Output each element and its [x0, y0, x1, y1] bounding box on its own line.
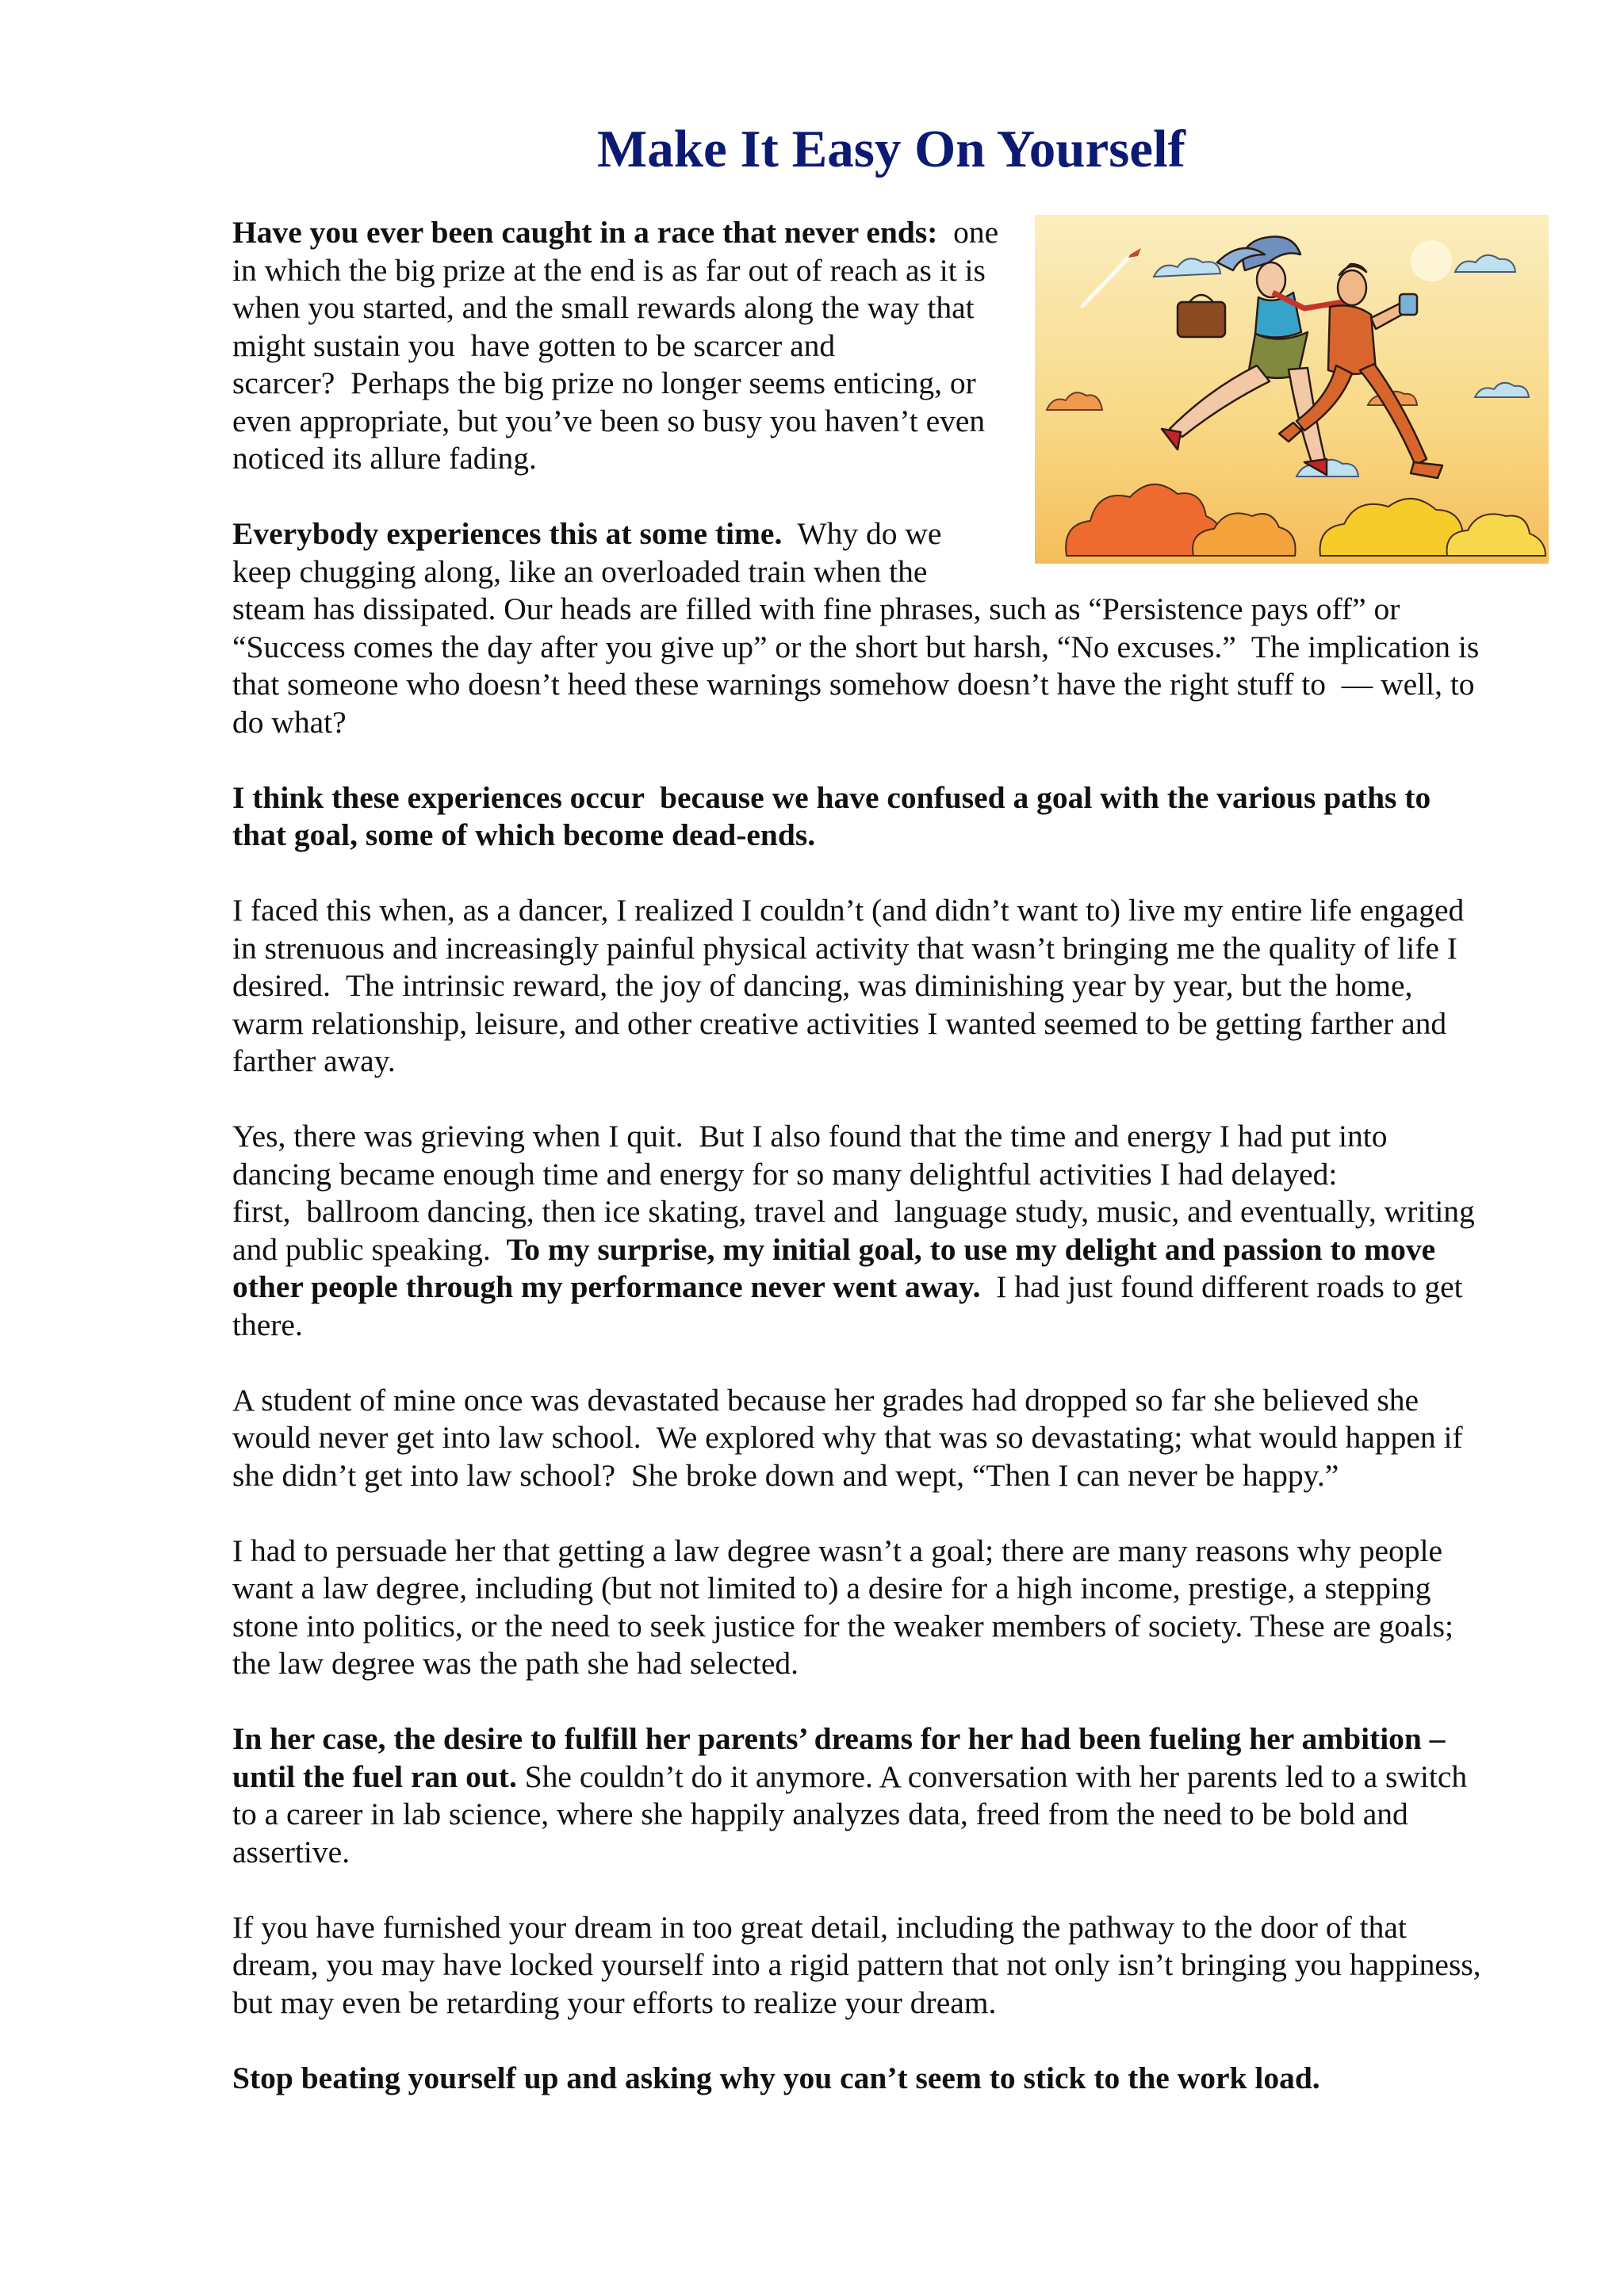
text-line [232, 1156, 1543, 1194]
text-line [232, 1720, 1543, 1758]
paragraph [232, 1909, 1543, 2022]
text-run: warm relationship, leisure, and other creative activities I wanted seemed to be getting farther and [232, 1005, 1447, 1041]
text-run: one [937, 215, 999, 250]
text-line [232, 629, 1543, 667]
bold-text-run: until the fuel ran out. [232, 1758, 517, 1794]
text-line [232, 779, 1543, 817]
text-line [232, 1193, 1543, 1231]
text-line [232, 1419, 1543, 1457]
text-run: A student of mine once was devastated because her grades had dropped so far she believed she [232, 1382, 1419, 1418]
text-run: when you started, and the small rewards along the way that [232, 290, 975, 325]
text-run: “Success comes the day after you give up” or the short but harsh, “No excuses.” The implication is [232, 629, 1480, 664]
text-line [232, 1457, 1543, 1495]
text-run: I had to persuade her that getting a law degree wasn’t a goal; there are many reasons why people [232, 1533, 1443, 1568]
paragraph [232, 2060, 1543, 2098]
text-run: farther away. [232, 1043, 396, 1078]
text-run: first, ballroom dancing, then ice skating, travel and language study, music, and eventually, writing [232, 1194, 1475, 1229]
text-line [232, 1307, 1543, 1345]
text-run: and public speaking. [232, 1231, 507, 1267]
bold-text-run: that goal, some of which become dead-ends. [232, 817, 816, 852]
text-line [232, 1834, 1543, 1872]
text-run: If you have furnished your dream in too great detail, including the pathway to the door of that [232, 1909, 1407, 1945]
bold-text-run: other people through my performance never went away. [232, 1269, 981, 1304]
text-run: I faced this when, as a dancer, I realized I couldn’t (and didn’t want to) live my entire life engaged [232, 893, 1465, 928]
text-line [232, 1005, 1543, 1043]
text-line [232, 666, 1543, 704]
text-run: dancing became enough time and energy for so many delightful activities I had delayed: [232, 1156, 1338, 1192]
paragraph [232, 892, 1543, 1081]
text-line [232, 591, 1543, 629]
paragraph [232, 1720, 1543, 1871]
text-run: Why do we [782, 516, 942, 551]
text-run: want a law degree, including (but not limited to) a desire for a high income, prestige, a stepping [232, 1571, 1431, 1605]
text-line [232, 1645, 1543, 1683]
text-line [232, 1796, 1543, 1834]
bold-text-run: To my surprise, my initial goal, to use my delight and passion to move [506, 1231, 1436, 1267]
paragraph [232, 1533, 1543, 1683]
text-line [232, 1608, 1543, 1646]
text-run: might sustain you have gotten to be scarcer and [232, 327, 836, 363]
text-line [232, 967, 1543, 1005]
text-run: She couldn’t do it anymore. A conversation with her parents led to a switch [516, 1758, 1468, 1794]
text-run: dream, you may have locked yourself into a rigid pattern that not only isn’t bringing you happiness, [232, 1947, 1481, 1982]
text-line [232, 1043, 1543, 1081]
paragraph [232, 1118, 1543, 1344]
text-run: stone into politics, or the need to seek justice for the weaker members of society. These are goals; [232, 1608, 1454, 1644]
text-run: scarcer? Perhaps the big prize no longer seems enticing, or [232, 365, 976, 400]
bold-text-run: In her case, the desire to fulfill her parents’ dreams for her had been fueling her ambition – [232, 1721, 1446, 1756]
text-line [232, 704, 1543, 742]
text-run: even appropriate, but you’ve been so busy you haven’t even [232, 403, 986, 438]
text-run: to a career in lab science, where she happily analyzes data, freed from the need to be bold and [232, 1797, 1408, 1831]
bold-text-run: Have you ever been caught in a race that never ends: [232, 215, 938, 250]
text-run: do what? [232, 704, 347, 740]
text-run: she didn’t get into law school? She broke down and wept, “Then I can never be happy.” [232, 1457, 1339, 1493]
paragraph [232, 779, 1543, 855]
text-line [232, 1533, 1543, 1571]
running-businesspeople-illustration [1035, 215, 1549, 564]
paragraph [232, 1382, 1543, 1495]
sun-icon [1411, 240, 1452, 281]
text-line [232, 930, 1543, 968]
text-line [232, 1382, 1543, 1420]
text-line [232, 1758, 1543, 1797]
text-run: steam has dissipated. Our heads are filled with fine phrases, such as “Persistence pays off” or [232, 591, 1400, 626]
text-run: but may even be retarding your efforts to realize your dream. [232, 1984, 997, 2020]
text-run: assertive. [232, 1834, 350, 1869]
text-line [232, 2060, 1543, 2098]
text-line [232, 892, 1543, 930]
text-line [232, 817, 1543, 855]
text-run: in which the big prize at the end is as far out of reach as it is [232, 252, 986, 288]
text-run: the law degree was the path she had selected. [232, 1646, 799, 1681]
text-line [232, 1269, 1543, 1307]
text-run: that someone who doesn’t heed these warnings somehow doesn’t have the right stuff to — well, to [232, 667, 1475, 702]
text-line [232, 1118, 1543, 1156]
text-run: desired. The intrinsic reward, the joy of dancing, was diminishing year by year, but the home, [232, 968, 1413, 1003]
text-run: noticed its allure fading. [232, 441, 537, 476]
text-line [232, 1231, 1543, 1269]
text-run: would never get into law school. We explored why that was so devastating; what would happen if [232, 1420, 1463, 1455]
bold-text-run: Stop beating yourself up and asking why you can’t seem to stick to the work load. [232, 2060, 1320, 2095]
text-line [232, 1570, 1543, 1608]
text-run: there. [232, 1307, 303, 1342]
bold-text-run: I think these experiences occur because we have confused a goal with the various paths to [232, 779, 1431, 815]
text-line [232, 1984, 1543, 2022]
text-line [232, 1946, 1543, 1984]
page-title: Make It Easy On Yourself [597, 120, 1185, 178]
text-run: Yes, there was grieving when I quit. But I also found that the time and energy I had put into [232, 1119, 1388, 1154]
text-line [232, 1909, 1543, 1947]
bold-text-run: Everybody experiences this at some time. [232, 516, 783, 551]
text-run: keep chugging along, like an overloaded train when the [232, 553, 928, 589]
text-run: I had just found different roads to get [980, 1269, 1463, 1304]
text-run: in strenuous and increasingly painful physical activity that wasn’t bringing me the quality of life I [232, 930, 1457, 966]
